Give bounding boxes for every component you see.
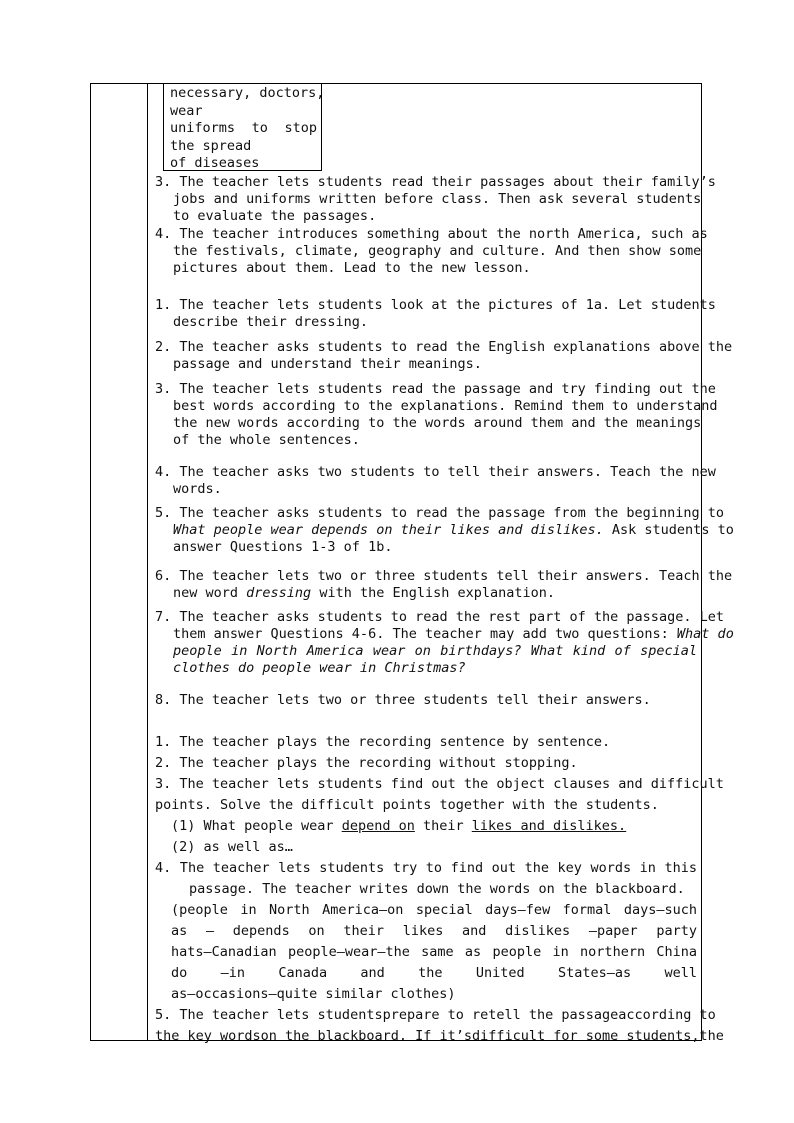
item-text: The teacher asks two students to tell their answers. Teach the new — [179, 464, 716, 480]
item-text-italic: clothes do people wear in Christmas? — [173, 660, 466, 676]
key-words: (people in North America—on special days—few formal days—such — [171, 902, 697, 918]
item-text: new word — [173, 585, 247, 601]
item-text: 4. The teacher lets students try to find out the key words in this — [155, 860, 697, 876]
item-text: with the English explanation. — [311, 585, 556, 601]
item-text: the festivals, climate, geography and culture. And then show some — [173, 243, 702, 259]
item-text: The teacher lets students read the passage and try finding out the — [179, 381, 716, 397]
item-text: describe their dressing. — [173, 314, 369, 330]
item-text: to evaluate the passages. — [173, 208, 377, 224]
item-text: passage. The teacher writes down the words on the blackboard. — [189, 881, 685, 897]
item-number: 3. — [155, 174, 172, 190]
item-number: 5. — [155, 505, 172, 521]
item-text: 1. The teacher plays the recording sentence by sentence. — [155, 734, 611, 750]
list-item — [155, 174, 716, 225]
item-text: 3. The teacher lets students find out the object clauses and difficult — [155, 776, 724, 792]
box-line: wear — [170, 102, 203, 119]
key-words: as—occasions—quite similar clothes) — [171, 986, 456, 1002]
item-text: their — [414, 818, 472, 834]
key-words: as — depends on their likes and dislikes —paper party — [171, 923, 697, 939]
notes-box — [163, 84, 325, 171]
item-text: The teacher introduces something about the north America, such as — [179, 226, 708, 242]
item-number: 4. — [155, 226, 172, 242]
item-text-italic: dressing — [246, 585, 312, 601]
item-text: pictures about them. Lead to the new lesson. — [173, 260, 531, 276]
list-item — [155, 226, 708, 277]
sub-point — [155, 818, 697, 835]
item-text: jobs and uniforms written before class. Then ask several students — [173, 191, 702, 207]
item-text: The teacher lets students read their passages about their family’s — [179, 174, 716, 190]
item-number: 1. — [155, 297, 172, 313]
list-item — [155, 568, 733, 602]
item-text: The teacher lets two or three students tell their answers. Teach the — [179, 568, 733, 584]
list-item — [155, 692, 697, 709]
item-text: answer Questions 1-3 of 1b. — [173, 539, 393, 555]
item-text: words. — [173, 481, 222, 497]
item-text: The teacher asks students to read the rest part of the passage. Let — [179, 609, 724, 625]
box-line: the spread — [170, 137, 252, 154]
item-text: (1) What people wear — [171, 818, 342, 834]
item-number: 6. — [155, 568, 172, 584]
item-text: points. Solve the difficult points together with the students. — [155, 797, 659, 813]
item-number: 4. — [155, 464, 172, 480]
underlined-phrase: likes and dislikes. — [471, 818, 627, 834]
box-line: necessary, doctors, — [170, 85, 325, 101]
column-divider — [147, 84, 148, 1040]
list-item — [155, 339, 733, 373]
list-item — [155, 297, 716, 331]
item-text: 5. The teacher lets studentsprepare to retell the passageaccording to — [155, 1007, 716, 1023]
item-number: 7. — [155, 609, 172, 625]
item-text: the new words according to the words around them and the meanings — [173, 415, 702, 431]
item-text: the key wordson the blackboard. If it’sdifficult for some students,the — [155, 1028, 724, 1044]
box-line: of diseases — [170, 155, 260, 171]
item-text: The teacher lets students look at the pictures of 1a. Let students — [179, 297, 716, 313]
underlined-phrase: depend on — [341, 818, 415, 834]
item-text: them answer Questions 4-6. The teacher may add two questions: — [173, 626, 677, 642]
section-3 — [155, 734, 724, 1045]
key-words: hats—Canadian people—wear—the same as people in northern China — [171, 944, 697, 960]
item-number: 2. — [155, 339, 172, 355]
item-number: 8. — [155, 692, 172, 708]
item-text: The teacher lets two or three students tell their answers. — [179, 692, 651, 708]
list-item — [155, 381, 718, 449]
sub-point: (2) as well as… — [171, 839, 293, 855]
item-text: 2. The teacher plays the recording without stopping. — [155, 755, 578, 771]
list-item — [155, 464, 716, 498]
lesson-table — [90, 83, 734, 1044]
item-text-italic: What do — [676, 626, 734, 642]
item-number: 3. — [155, 381, 172, 397]
item-text: Ask students to — [603, 522, 734, 538]
list-item — [155, 609, 734, 677]
list-item — [155, 505, 734, 556]
item-text: The teacher asks students to read the English explanations above the — [179, 339, 733, 355]
item-text: best words according to the explanations. Remind them to understand — [173, 398, 718, 414]
box-line: uniforms to stop — [170, 120, 317, 136]
item-text: The teacher asks students to read the passage from the beginning to — [179, 505, 724, 521]
item-text: of the whole sentences. — [173, 432, 360, 448]
key-words: do —in Canada and the United States—as well — [171, 965, 697, 981]
item-text-italic: What people wear depends on their likes and dislikes. — [173, 522, 604, 538]
item-text-italic: people in North America wear on birthdays? What kind of special — [173, 643, 697, 659]
item-text: passage and understand their meanings. — [173, 356, 482, 372]
